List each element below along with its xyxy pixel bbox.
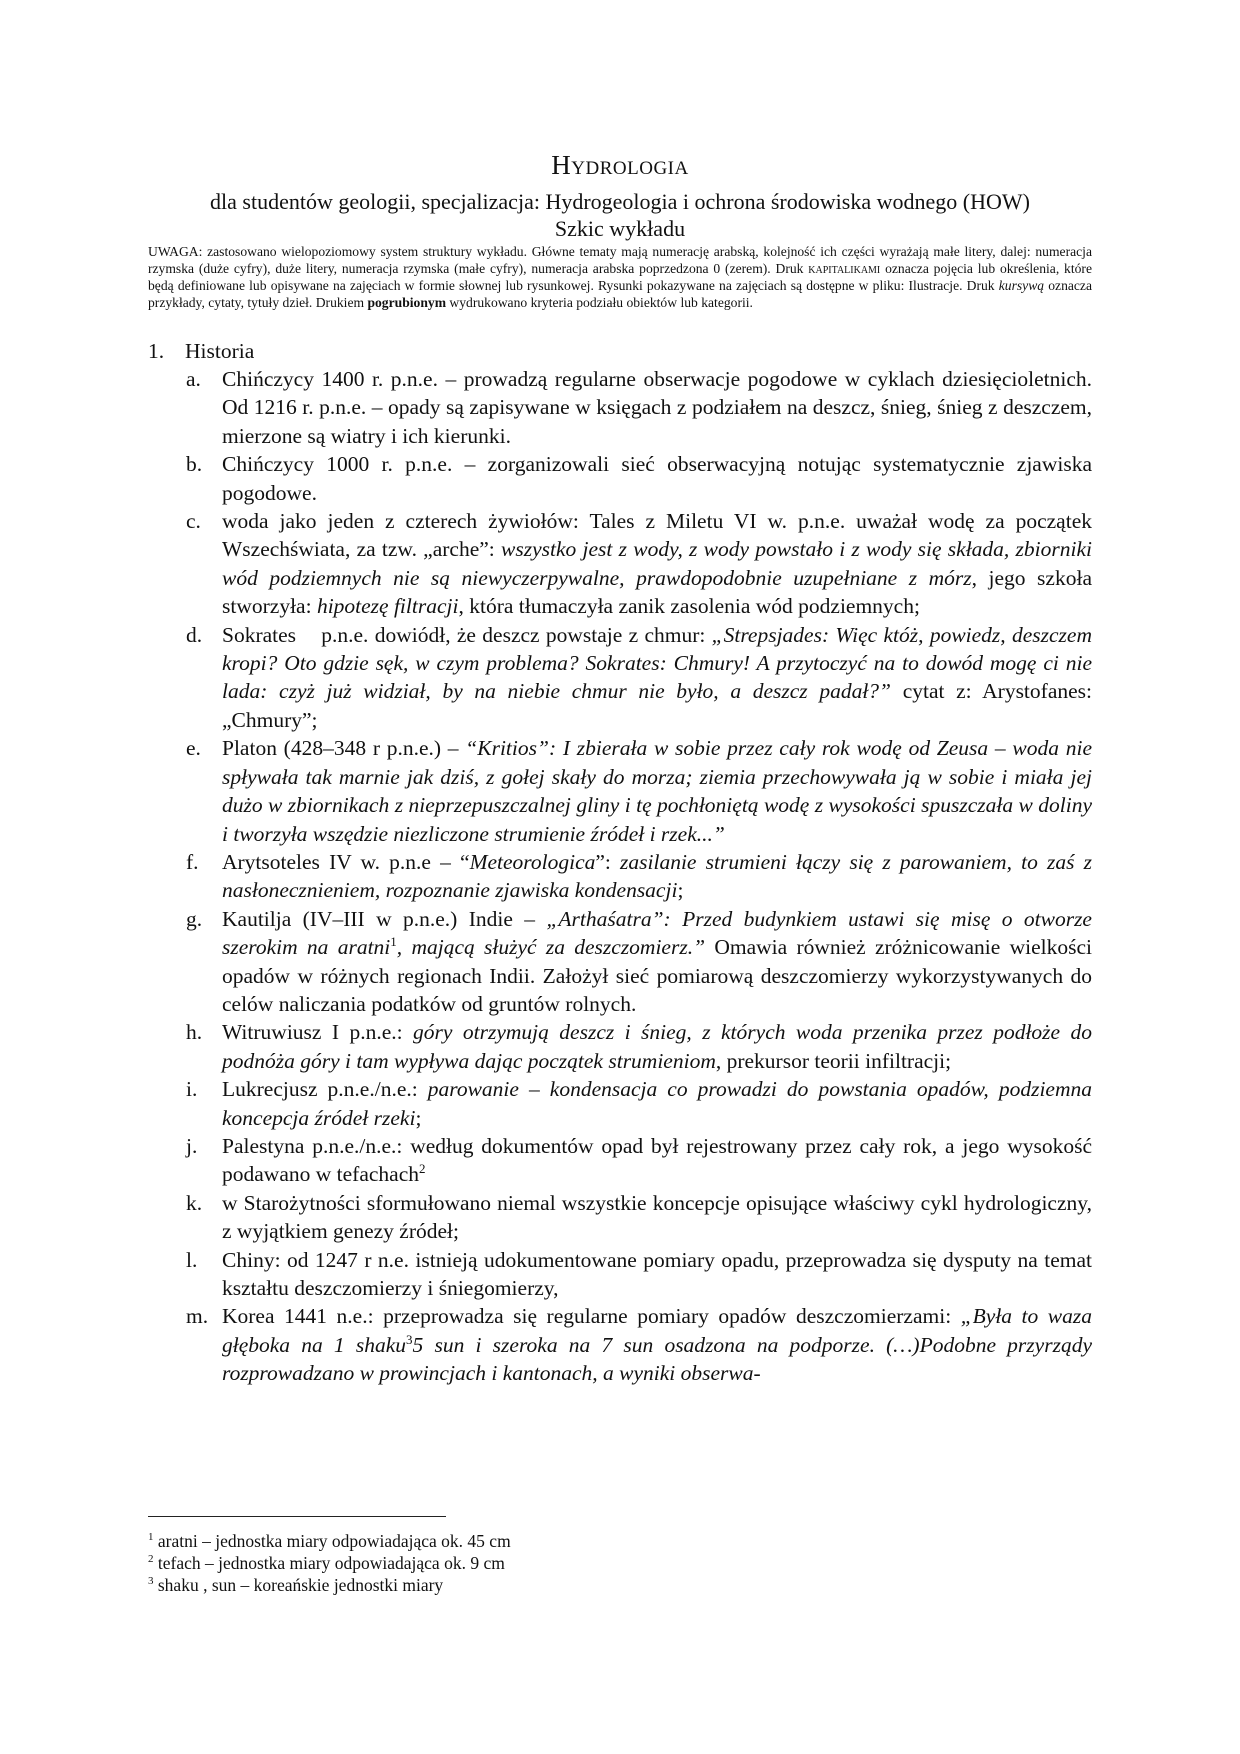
list-item-text: Palestyna p.n.e./n.e.: według dokumentów opad był rejestrowany przez cały rok, a jego wysokość podawano w tefachach <box>222 1133 1092 1187</box>
list-item <box>186 905 1092 1019</box>
footnote-item <box>148 1530 1092 1552</box>
list-item-label: e. <box>186 736 201 761</box>
list-item <box>186 1132 1092 1189</box>
list-item <box>186 365 1092 450</box>
list-item-text: ; <box>415 1105 422 1130</box>
list-item-italic: „Strepsjades: Więc któż, powiedz, deszczem kropi? Oto gdzie sęk, w czym problema? Sokrates: Chmury! A przytoczyć na to dowód mogę ci nie lada: czyż już widział, by na niebie chmur nie było, a deszcz padał?” <box>222 622 1092 704</box>
list-item-label: c. <box>186 509 201 534</box>
list-item-text: Chiny: od 1247 r n.e. istnieją udokumentowane pomiary opadu, przeprowadza się dysputy na temat kształtu deszczomierzy i śniegomierzy, <box>222 1247 1092 1300</box>
notice-text-2: oznacza pojęcia lub określenia, które będą definiowane lub opisywane na zajęciach w formie słownej lub rysunkowej. Rysunki pokazywane na zajęciach są dostępne w pliku: Ilustracje. Druk <box>148 261 1092 293</box>
footnotes <box>148 1530 1092 1596</box>
list-item <box>186 848 1092 905</box>
list-item-italic: hipotezę filtracji <box>316 594 459 619</box>
list-item-label: k. <box>186 1190 203 1215</box>
list-item-italic: Meteorologica <box>469 849 596 874</box>
list-item <box>186 1246 1092 1303</box>
footnote-text: aratni – jednostka miary odpowiadająca ok. 45 cm <box>153 1531 511 1551</box>
list-item <box>186 1189 1092 1246</box>
section-number: 1. <box>148 339 165 363</box>
list-item-italic: zasilanie strumieni łączy się z parowaniem, to zaś z nasłonecznieniem, rozpoznanie zjawiska kondensacji <box>222 849 1092 903</box>
list-item-label: l. <box>186 1247 198 1272</box>
footnote-divider <box>148 1516 446 1517</box>
list-item-text: , która tłumaczyła zanik zasolenia wód podziemnych; <box>458 594 920 619</box>
list-item-label: h. <box>186 1020 203 1045</box>
footnote-ref: 1 <box>390 933 397 949</box>
list-item-text: Kautilja (IV–III w p.n.e.) Indie – <box>222 906 547 931</box>
list-item-label: d. <box>186 622 203 647</box>
list-item-italic: 5 sun i szeroka na 7 sun osadzona na podporze. (…)Podobne przyrządy rozprowadzano w prowincjach i kantonach, a wyniki obserwa- <box>222 1332 1092 1386</box>
list-item-label: f. <box>186 849 199 874</box>
list-item <box>186 450 1092 507</box>
footnote-ref: 3 <box>406 1331 413 1347</box>
history-list <box>186 365 1092 1388</box>
list-item <box>186 1018 1092 1075</box>
footnote-number: 1 <box>148 1531 154 1544</box>
list-item <box>186 734 1092 848</box>
list-item <box>186 1075 1092 1132</box>
list-item-italic: wszystko jest z wody, z wody powstało i z wody się składa, zbiorniki wód podziemnych nie są niewyczerpywalne, prawdopodobnie uzupełniane z mórz <box>222 537 1092 590</box>
list-item-label: g. <box>186 906 203 931</box>
list-item-italic: “Kritios”: I zbierała w sobie przez cały rok wodę od Zeusa – woda nie spływała tak marnie jak dziś, z gołej skały do morza; ziemia przechowywała ją w sobie i miała jej dużo w zbiornikach z nieprzepuszczalnej gliny i tę pochłoniętą wodę z wysokości spuszczała w doliny i tworzyła wszędzie niezliczone strumienie źródeł i rzek...” <box>222 736 1092 846</box>
section-heading <box>148 339 254 364</box>
footnote-number: 2 <box>148 1553 154 1566</box>
list-item-label: b. <box>186 452 203 477</box>
footnote-ref: 2 <box>419 1161 426 1177</box>
section-label: Historia <box>185 339 255 363</box>
list-item-text: Arytsoteles IV w. p.n.e – “ <box>222 849 470 874</box>
list-item <box>186 507 1092 621</box>
list-item-text: Sokrates p.n.e. dowiódł, że deszcz powstaje z chmur: <box>222 622 712 647</box>
list-item-text: ”: <box>595 849 621 874</box>
notice-text-3: oznacza przykłady, cytaty, tytuły dzieł. Drukiem <box>148 278 1092 310</box>
list-item-text: Omawia również zróżnicowanie wielkości opadów w różnych regionach Indii. Założył sieć pomiarową deszczomierzy wykorzystywanych do celów naliczania podatków od gruntów rolnych. <box>222 935 1093 1016</box>
list-item-italic: „Arthaśatra”: Przed budynkiem ustawi się misę o otworze szerokim na aratni <box>222 906 1092 960</box>
list-item-text: Korea 1441 n.e.: przeprowadza się regularne pomiary opadów deszczomierzami: <box>222 1304 961 1329</box>
notice-paragraph <box>148 243 1092 311</box>
footnote-item <box>148 1552 1092 1574</box>
list-item-italic: góry otrzymują deszcz i śnieg, z których woda przenika przez podłoże do podnóża góry i tam wypływa dając początek strumieniom <box>222 1020 1093 1073</box>
list-item-text: Platon (428–348 r p.n.e.) – <box>222 736 466 761</box>
list-item-italic: parowanie – kondensacja co prowadzi do powstania opadów, podziemna koncepcja źródeł rzeki <box>222 1077 1092 1130</box>
page-subtitle: dla studentów geologii, specjalizacja: Hydrogeologia i ochrona środowiska wodnego (HOW) <box>210 189 1030 214</box>
list-item-text: , prekursor teorii infiltracji; <box>715 1048 952 1073</box>
list-item-text: cytat z: Arystofanes: „Chmury”; <box>222 679 1092 732</box>
list-item-text: Chińczycy 1400 r. p.n.e. – prowadzą regularne obserwacje pogodowe w cyklach dziesięcioletnich. Od 1216 r. p.n.e. – opady są zapisywane w księgach z podziałem na deszcz, śnieg, śnieg z deszczem, mierzone są wiatry i ich kierunki. <box>222 367 1092 448</box>
list-item-text: woda jako jeden z czterech żywiołów: Tales z Miletu VI w. p.n.e. uważał wodę za początek Wszechświata, za tzw. „arche”: <box>222 509 1092 562</box>
footnote-number: 3 <box>148 1575 154 1588</box>
list-item-label: m. <box>186 1304 209 1329</box>
footnote-item <box>148 1574 1092 1596</box>
list-item-label: a. <box>186 367 201 391</box>
list-item-text: Witruwiusz I p.n.e.: <box>222 1020 414 1045</box>
notice-italic: kursywą <box>998 278 1045 293</box>
list-item-text: , jego szkoła stworzyła: <box>222 565 1092 619</box>
page-subtitle-secondary: Szkic wykładu <box>554 216 686 241</box>
list-item-text: w Starożytności sformułowano niemal wszystkie koncepcje opisujące właściwy cykl hydrologiczny, z wyjątkiem genezy źródeł; <box>222 1190 1092 1244</box>
list-item-italic: , mającą służyć za deszczomierz.” <box>396 935 706 960</box>
list-item-label: j. <box>186 1133 198 1158</box>
page-title: Hydrologia <box>551 150 689 180</box>
footnote-text: tefach – jednostka miary odpowiadająca ok. 9 cm <box>153 1553 505 1573</box>
list-item-text: Chińczycy 1000 r. p.n.e. – zorganizowali sieć obserwacyjną notując systematycznie zjawiska pogodowe. <box>222 452 1092 505</box>
notice-text-1: UWAGA: zastosowano wielopoziomowy system struktury wykładu. Główne tematy mają numerację arabską, kolejność ich części wyrażają małe litery, dalej: numeracja rzymska (duże cyfry), duże litery, numeracja rzymska (małe cyfry), numeracja arabska poprzedzona 0 (zerem). Druk <box>148 244 1092 276</box>
list-item <box>186 1302 1092 1387</box>
list-item <box>186 621 1092 735</box>
list-item-text: ; <box>677 878 684 903</box>
list-item-text: Lukrecjusz p.n.e./n.e.: <box>222 1077 428 1102</box>
notice-text-4: wydrukowano kryteria podziału obiektów lub kategorii. <box>446 295 753 310</box>
list-item-label: i. <box>186 1077 198 1102</box>
notice-bold: pogrubionym <box>367 295 447 310</box>
list-item-italic: „Była to waza głęboka na 1 shaku <box>222 1304 1093 1357</box>
notice-smallcaps: kapitalikami <box>808 261 881 276</box>
footnote-text: shaku , sun – koreańskie jednostki miary <box>153 1575 444 1595</box>
